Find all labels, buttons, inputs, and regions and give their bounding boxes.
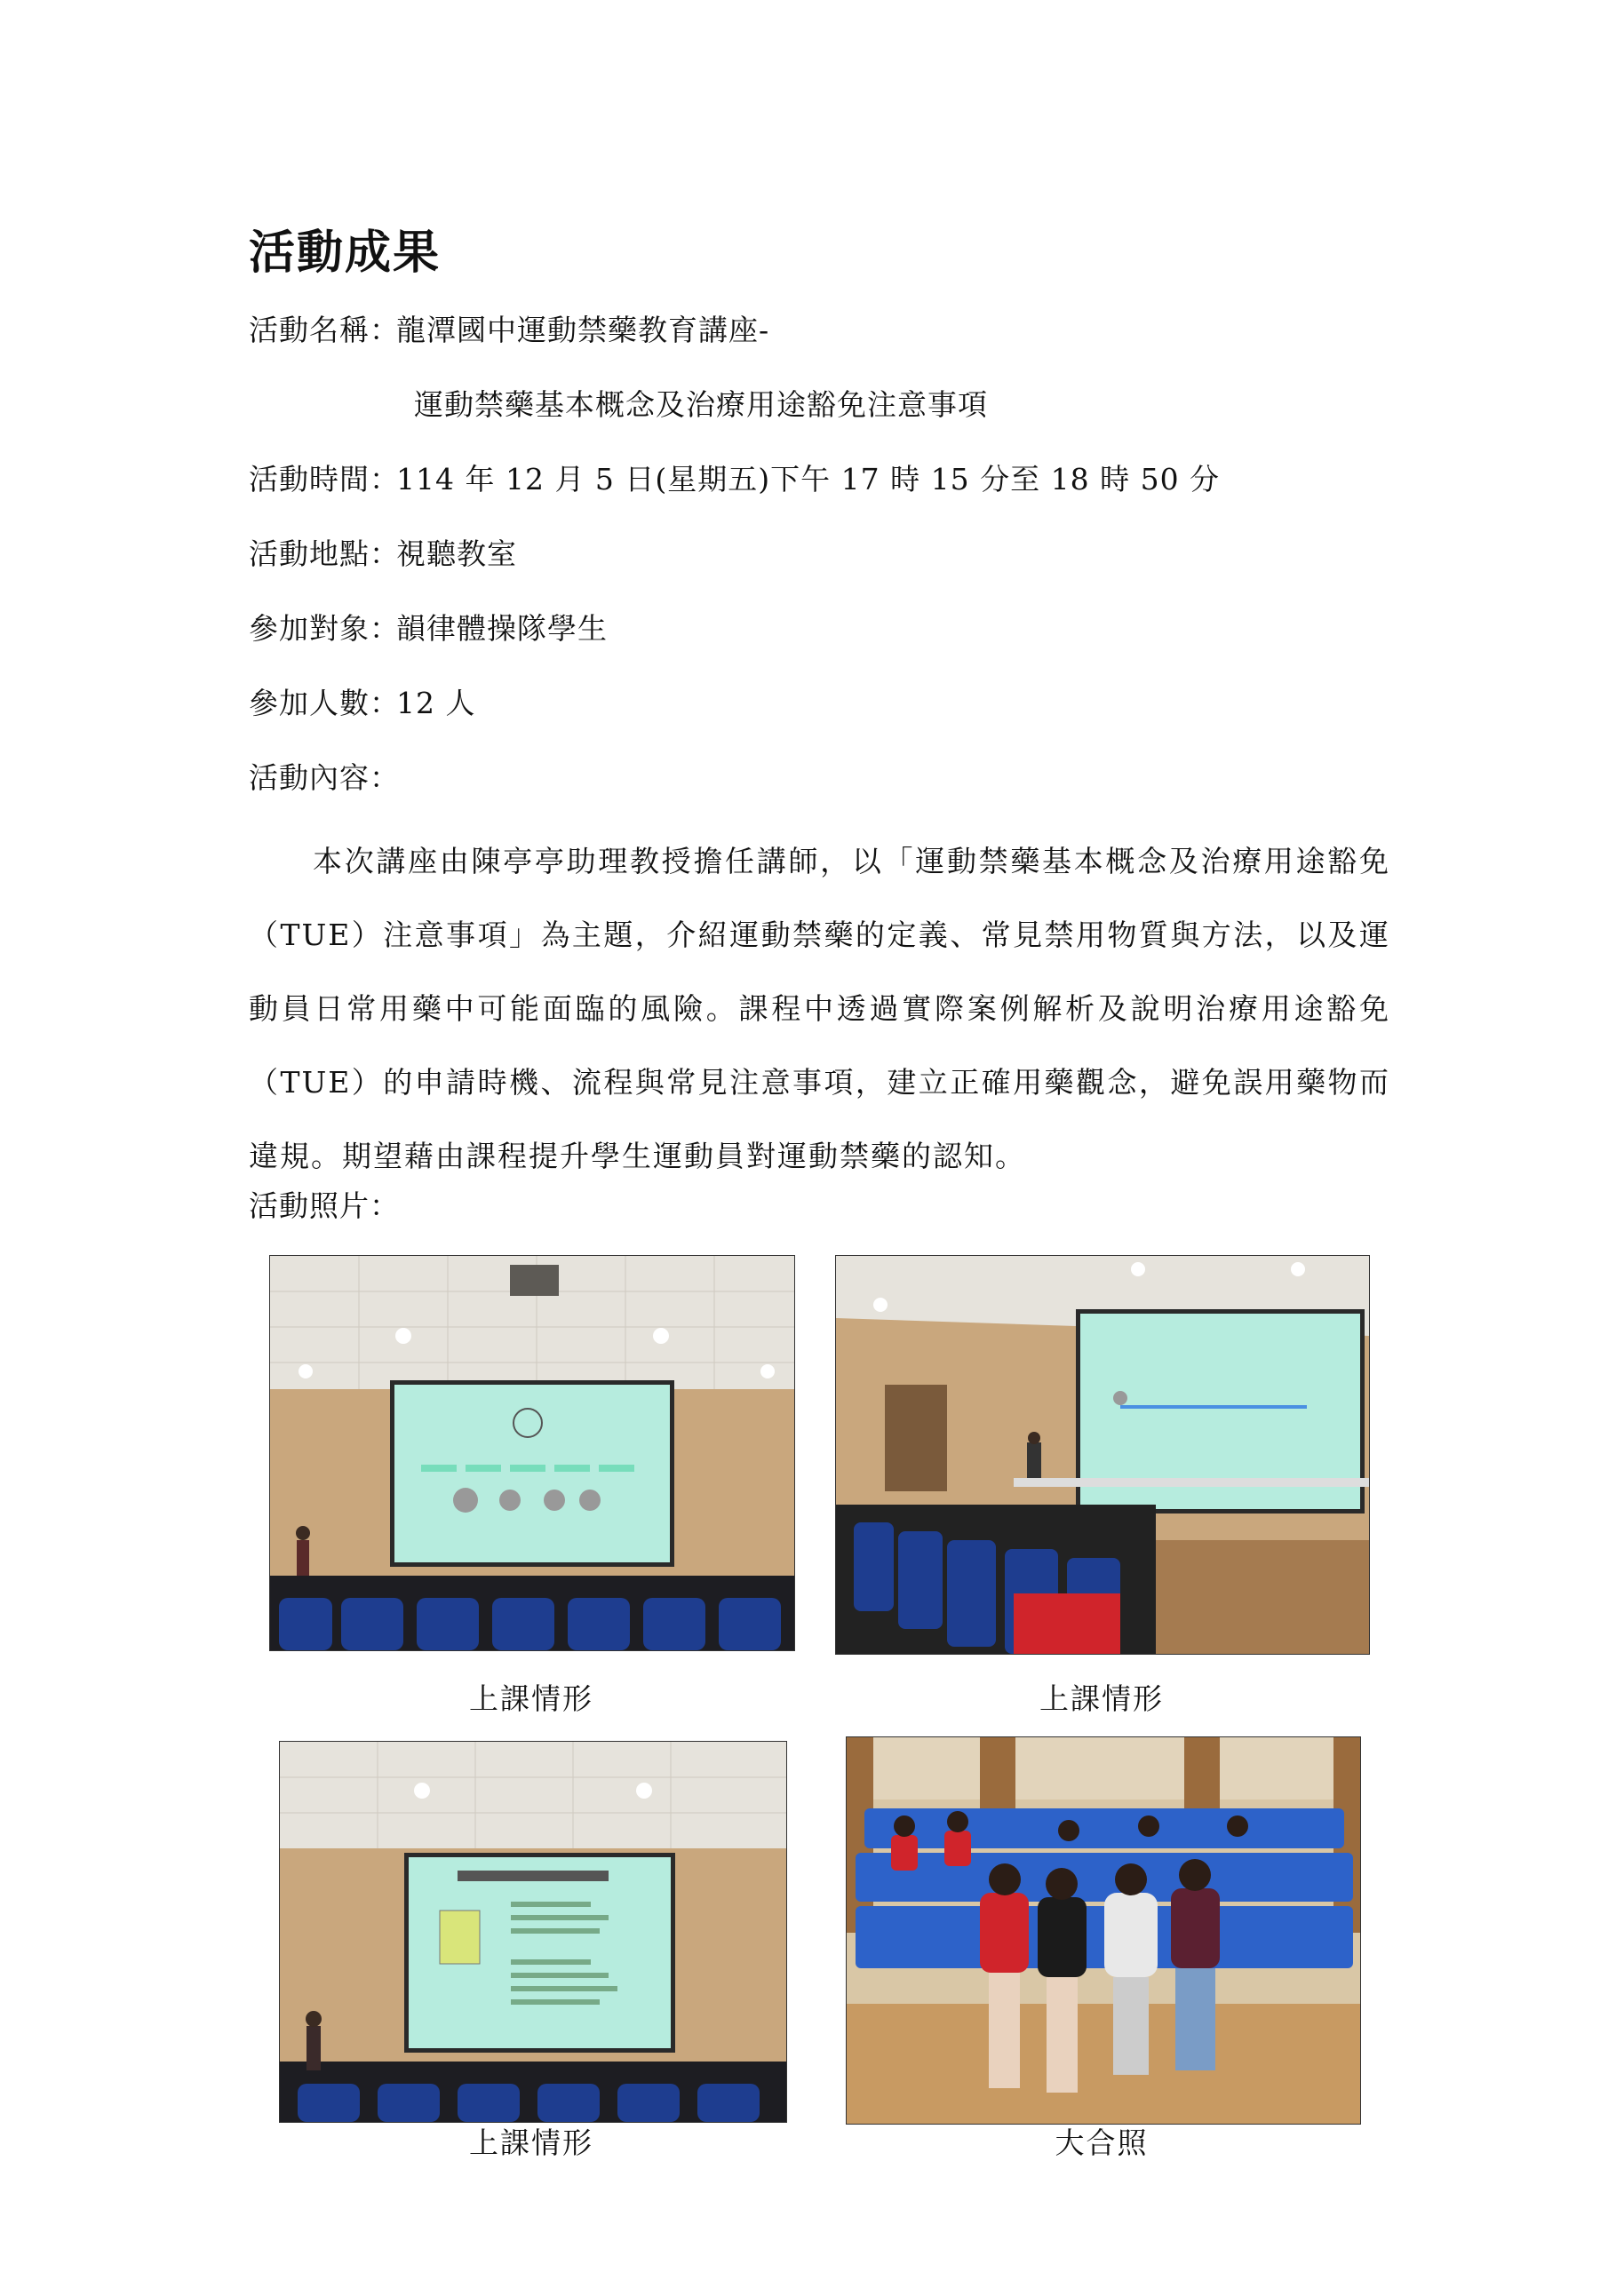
- photo-caption-2: 上課情形: [1039, 1681, 1164, 1716]
- section-title: 活動成果: [249, 226, 442, 280]
- activity-time-value: 114 年 12 月 5 日(星期五)下午 17 時 15 分至 18 時 50 分: [396, 462, 1221, 497]
- activity-name-line1: 龍潭國中運動禁藥教育講座-: [396, 313, 770, 347]
- activity-content-label: 活動內容：: [249, 760, 400, 795]
- activity-photos-label: 活動照片：: [249, 1188, 400, 1223]
- photo-group: [846, 1736, 1361, 2125]
- activity-place-value: 視聽教室: [396, 536, 517, 571]
- participant-count-value: 12 人: [396, 686, 476, 720]
- participant-count-label: 參加人數：: [249, 686, 400, 720]
- photo-lecture-2: [835, 1255, 1370, 1655]
- photo-lecture-3: [279, 1741, 787, 2123]
- photo-caption-1: 上課情形: [469, 1681, 593, 1716]
- photo-caption-4: 大合照: [1055, 2125, 1149, 2160]
- photo-caption-3: 上課情形: [469, 2125, 593, 2160]
- activity-content-paragraph: 本次講座由陳亭亭助理教授擔任講師，以「運動禁藥基本概念及治療用途豁免（TUE）注意事項」為主題，介紹運動禁藥的定義、常見禁用物質與方法，以及運動員日常用藥中可能面臨的風險。課程中透過實際案例解析及說明治療用途豁免（TUE）的申請時機、流程與常見注意事項，建立正確用藥觀念，避免誤用藥物而違規。期望藉由課程提升學生運動員對運動禁藥的認知。: [249, 844, 1390, 1173]
- audience-label: 參加對象：: [249, 611, 400, 646]
- activity-time-label: 活動時間：: [249, 462, 400, 497]
- activity-name-label: 活動名稱：: [249, 313, 400, 347]
- activity-name-line2: 運動禁藥基本概念及治療用途豁免注意事項: [414, 387, 988, 422]
- audience-value: 韻律體操隊學生: [396, 611, 608, 646]
- activity-place-label: 活動地點：: [249, 536, 400, 571]
- photo-lecture-1: [269, 1255, 795, 1651]
